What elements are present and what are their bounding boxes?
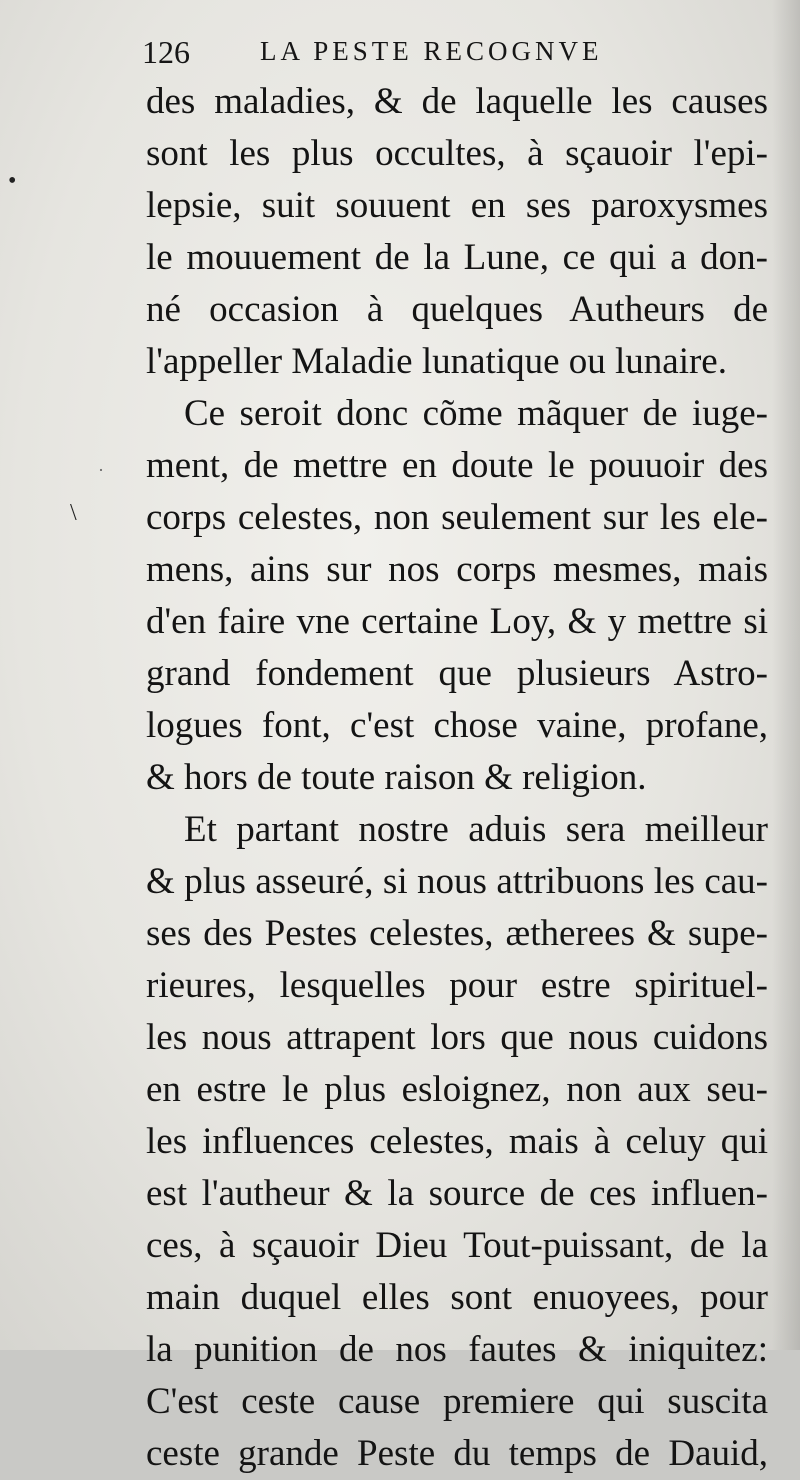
text-line: lepsie, suit souuent en ses paroxysmes [146,185,768,226]
text-line: ces, à sçauoir Dieu Tout-puissant, de la [146,1225,768,1266]
margin-speck-mark: · [98,460,104,480]
text-line: d'en faire vne certaine Loy, & y mettre si [146,601,768,642]
text-line: ses des Pestes celestes, ætherees & supe- [146,913,768,954]
text-line: l'appeller Maladie lunatique ou lunaire. [146,341,727,382]
text-line: & hors de toute raison & religion. [146,757,647,798]
page-number: 126 [142,34,190,70]
text-line: logues font, c'est chose vaine, profane, [146,705,768,746]
margin-dot-mark: • [8,168,17,194]
text-line: sont les plus occultes, à sçauoir l'epi- [146,133,768,174]
margin-stroke-mark: \ [70,500,77,526]
text-line: ceste grande Peste du temps de Dauid, [146,1433,768,1474]
text-line: & plus asseuré, si nous attribuons les cau- [146,861,768,902]
running-header [142,34,762,74]
text-line: les influences celestes, mais à celuy qui [146,1121,768,1162]
text-line: corps celestes, non seulement sur les ele- [146,497,768,538]
text-line: la punition de nos fautes & iniquitez: [146,1329,768,1370]
body-text [146,76,768,1480]
text-line: grand fondement que plusieurs Astro- [146,653,768,694]
text-line: C'est ceste cause premiere qui suscita [146,1381,768,1422]
text-line: Et partant nostre aduis sera meilleur [184,809,768,850]
text-line: les nous attrapent lors que nous cuidons [146,1017,768,1058]
text-line: en estre le plus esloignez, non aux seu- [146,1069,768,1110]
text-line: ment, de mettre en doute le pouuoir des [146,445,768,486]
text-line: main duquel elles sont enuoyees, pour [146,1277,768,1318]
text-line: des maladies, & de laquelle les causes [146,81,768,122]
text-line: est l'autheur & la source de ces influen- [146,1173,768,1214]
text-line: né occasion à quelques Autheurs de [146,289,768,330]
running-title: LA PESTE RECOGNVE [260,36,603,66]
text-line: le mouuement de la Lune, ce qui a don- [146,237,768,278]
page-gutter-shadow [772,0,800,1350]
text-line: Ce seroit donc cõme mãquer de iuge- [184,393,768,434]
text-line: rieures, lesquelles pour estre spirituel- [146,965,768,1006]
text-line: mens, ains sur nos corps mesmes, mais [146,549,768,590]
